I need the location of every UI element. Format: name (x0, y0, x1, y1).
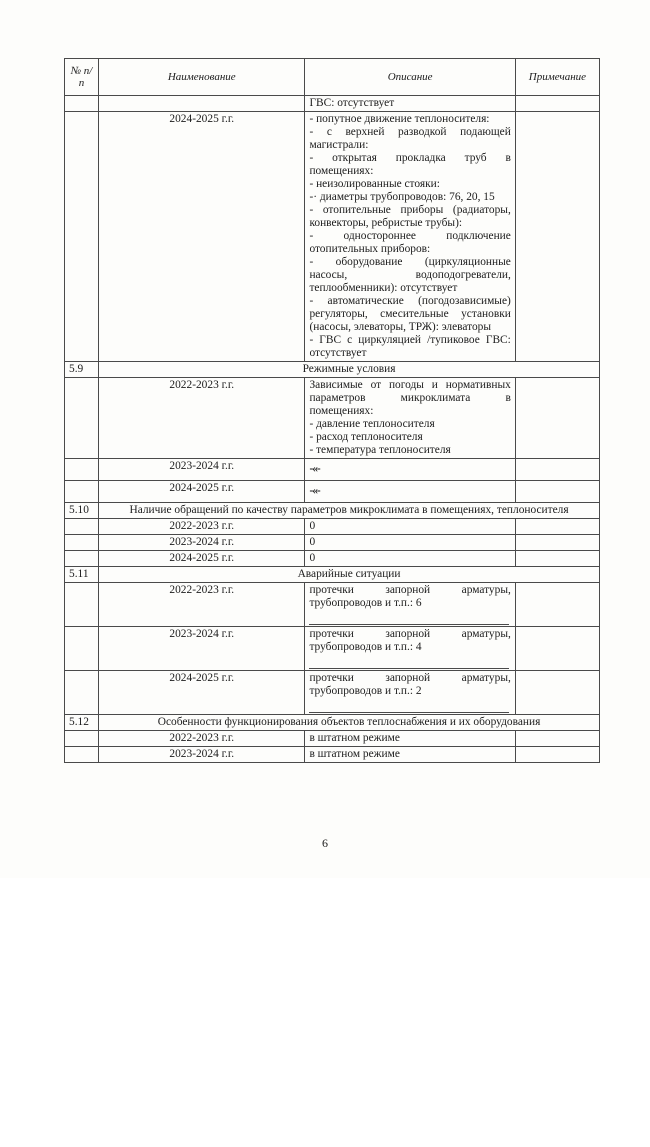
table-row (65, 627, 600, 671)
section-title: Наличие обращений по качеству параметров микроклимата в помещениях, теплоносителя (99, 503, 600, 519)
desc-list-2223 (305, 378, 515, 459)
table-row (65, 112, 600, 362)
year-cell: 2024-2025 г.г. (99, 671, 305, 715)
year-cell: 2023-2024 г.г. (99, 747, 305, 763)
ditto-mark: -«- (305, 481, 515, 503)
desc-line: - расход теплоносителя (309, 431, 423, 443)
section-title: Аварийные ситуации (99, 567, 600, 583)
year-cell: 2022-2023 г.г. (99, 583, 305, 627)
desc-line: - автоматические (погодозависимые) регуляторы, смесительные установки (насосы, элеваторы, ТРЖ): элеваторы (309, 295, 511, 333)
underline-rule (309, 698, 508, 713)
header-num: № п/п (65, 59, 99, 96)
desc-line: - открытая прокладка труб в помещениях: (309, 152, 511, 177)
desc-line: - ГВС с циркуляцией /тупиковое ГВС: отсутствует (309, 334, 511, 359)
underline-rule (309, 654, 508, 669)
desc-line: - с верхней разводкой подающей магистрали: (309, 126, 511, 151)
incident-text: протечки запорной арматуры, трубопроводов и т.п.: 2 (309, 672, 511, 697)
year-cell: 2023-2024 г.г. (99, 535, 305, 551)
year-cell: 2022-2023 г.г. (99, 731, 305, 747)
desc-line: - отопительные приборы (радиаторы, конвекторы, ребристые трубы): (309, 204, 511, 229)
incident-text: протечки запорной арматуры, трубопроводов и т.п.: 4 (309, 628, 511, 653)
table-row (65, 459, 600, 481)
table-row (65, 519, 600, 535)
table-row (65, 378, 600, 459)
year-cell: 2024-2025 г.г. (99, 551, 305, 567)
underline-rule (309, 610, 508, 625)
section-num: 5.12 (65, 715, 99, 731)
section-num: 5.9 (65, 362, 99, 378)
table-row (65, 583, 600, 627)
value-cell: 0 (305, 535, 515, 551)
section-row (65, 715, 600, 731)
table-row (65, 481, 600, 503)
table-row (65, 747, 600, 763)
section-title: Особенности функционирования объектов теплоснабжения и их оборудования (99, 715, 600, 731)
header-name: Наименование (99, 59, 305, 96)
desc-line: - попутное движение теплоносителя: (309, 113, 490, 125)
header-desc: Описание (305, 59, 515, 96)
desc-line: - оборудование (циркуляционные насосы, водоподогреватели, теплообменники): отсутствует (309, 256, 511, 294)
continuation-cell: ГВС: отсутствует (305, 96, 515, 112)
incident-text: протечки запорной арматуры, трубопроводов и т.п.: 6 (309, 584, 511, 609)
section-num: 5.10 (65, 503, 99, 519)
year-cell: 2024-2025 г.г. (99, 112, 305, 362)
page-number: 6 (322, 836, 328, 850)
ditto-mark: -«- (305, 459, 515, 481)
year-cell: 2022-2023 г.г. (99, 378, 305, 459)
desc-list-2425 (305, 112, 515, 362)
value-cell: в штатном режиме (305, 731, 515, 747)
desc-line: - температура теплоносителя (309, 444, 451, 456)
section-row (65, 567, 600, 583)
value-cell: 0 (305, 551, 515, 567)
section-row (65, 503, 600, 519)
section-title: Режимные условия (99, 362, 600, 378)
value-cell: 0 (305, 519, 515, 535)
spec-table (64, 58, 600, 763)
year-cell: 2024-2025 г.г. (99, 481, 305, 503)
desc-line: -· диаметры трубопроводов: 76, 20, 15 (309, 191, 495, 203)
table-row (65, 96, 600, 112)
year-cell: 2023-2024 г.г. (99, 459, 305, 481)
table-row (65, 535, 600, 551)
desc-line: Зависимые от погоды и нормативных параметров микроклимата в помещениях: (309, 379, 511, 417)
header-note: Примечание (515, 59, 599, 96)
table-header-row (65, 59, 600, 96)
section-row (65, 362, 600, 378)
year-cell: 2022-2023 г.г. (99, 519, 305, 535)
year-cell: 2023-2024 г.г. (99, 627, 305, 671)
desc-line: - давление теплоносителя (309, 418, 435, 430)
desc-line: - одностороннее подключение отопительных приборов: (309, 230, 511, 255)
value-cell: в штатном режиме (305, 747, 515, 763)
section-num: 5.11 (65, 567, 99, 583)
table-row (65, 551, 600, 567)
desc-line: - неизолированные стояки: (309, 178, 440, 190)
table-row (65, 731, 600, 747)
table-row (65, 671, 600, 715)
